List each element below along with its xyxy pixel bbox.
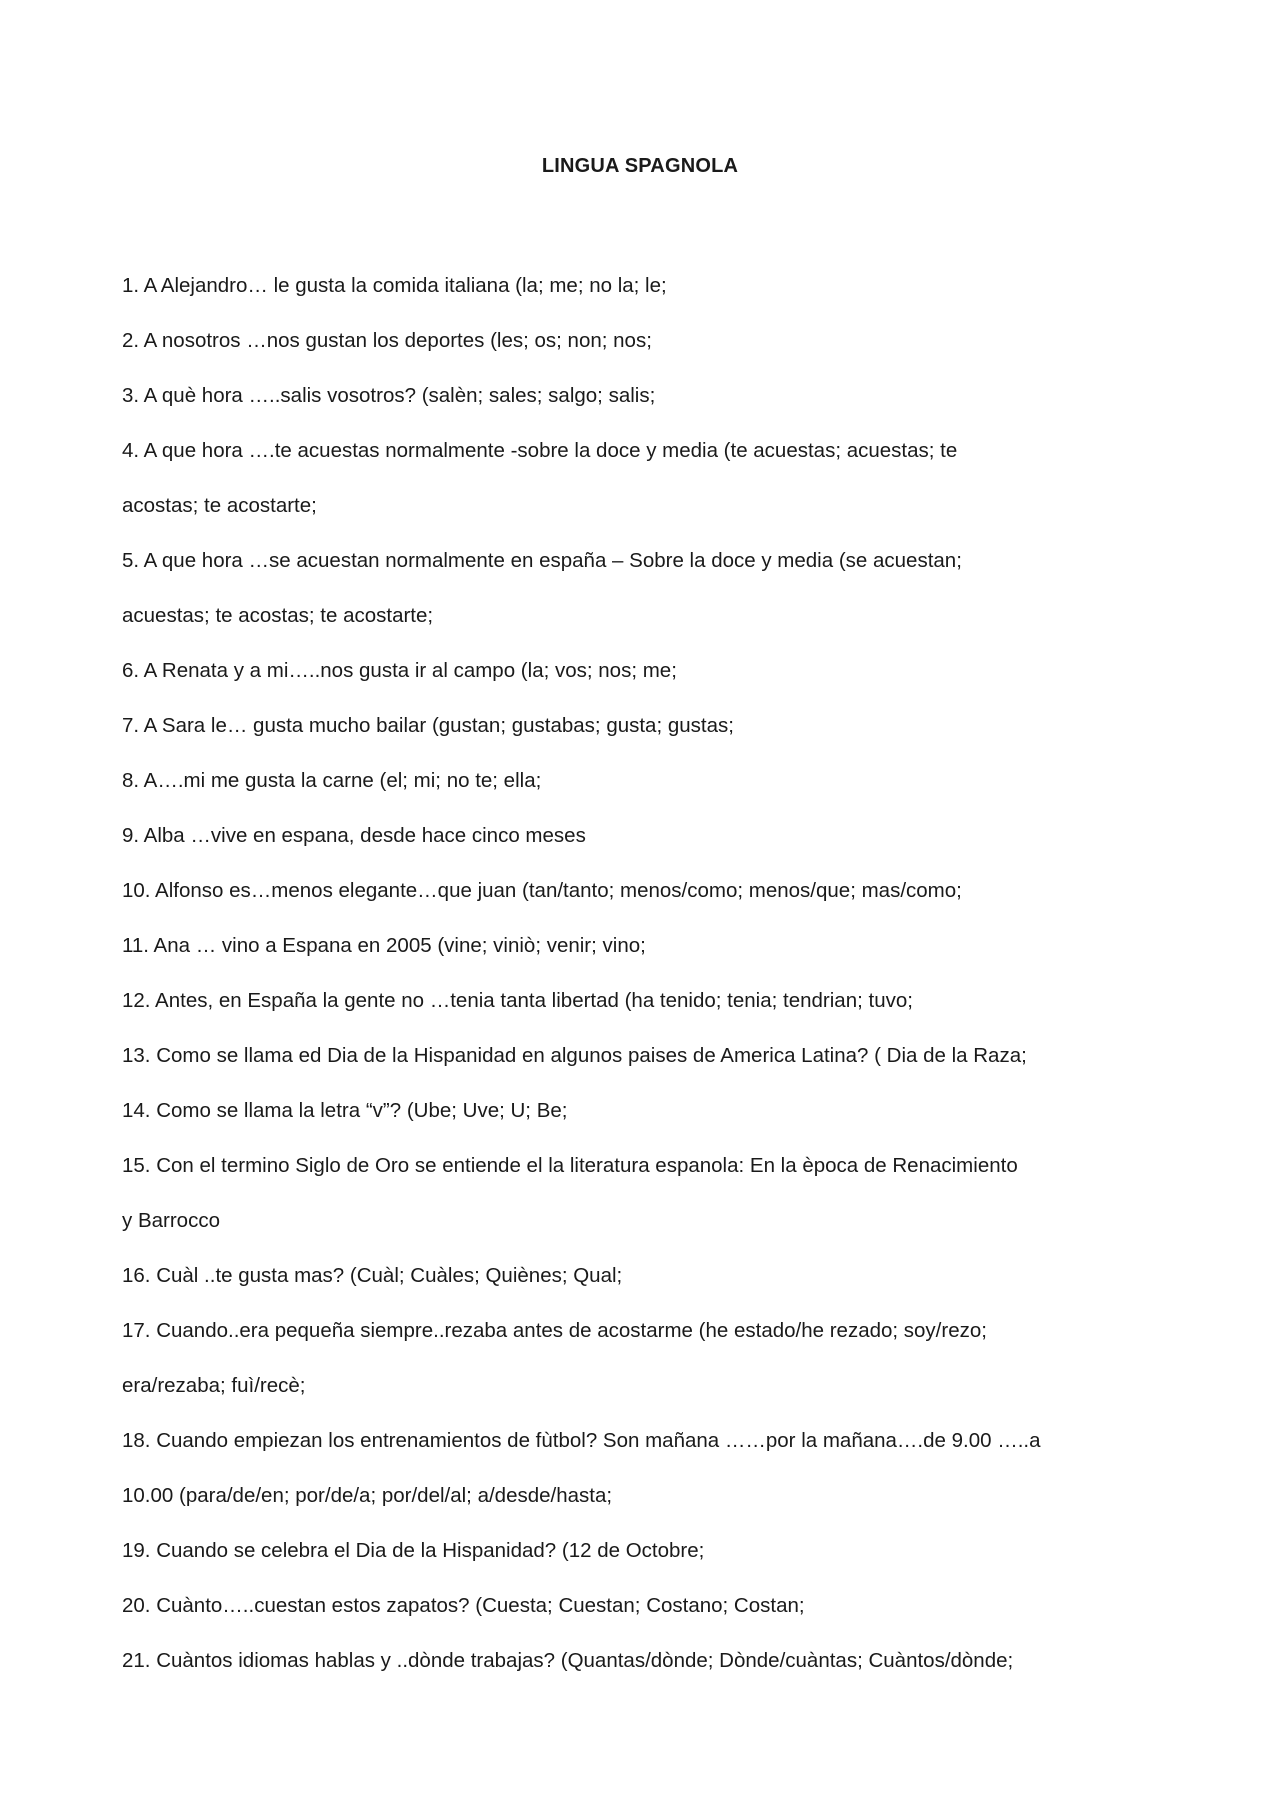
text-line: 7. A Sara le… gusta mucho bailar (gustan; gustabas; gusta; gustas; — [122, 714, 734, 737]
text-line: 3. A què hora …..salis vosotros? (salèn; sales; salgo; salis; — [122, 384, 656, 407]
text-line: 5. A que hora …se acuestan normalmente en españa – Sobre la doce y media (se acuestan; — [122, 549, 962, 572]
text-line: 17. Cuando..era pequeña siempre..rezaba antes de acostarme (he estado/he rezado; soy/rezo; — [122, 1319, 987, 1342]
document-body — [122, 258, 1082, 1688]
text-line: 12. Antes, en España la gente no …tenia tanta libertad (ha tenido; tenia; tendrian; tuvo; — [122, 989, 913, 1012]
text-line: 9. Alba …vive en espana, desde hace cinco meses — [122, 824, 586, 847]
text-line: 18. Cuando empiezan los entrenamientos de fùtbol? Son mañana ……por la mañana….de 9.00 …..a — [122, 1429, 1041, 1452]
text-line: 10.00 (para/de/en; por/de/a; por/del/al; a/desde/hasta; — [122, 1484, 613, 1507]
text-line: era/rezaba; fuì/recè; — [122, 1374, 306, 1397]
text-line: 2. A nosotros …nos gustan los deportes (les; os; non; nos; — [122, 329, 652, 352]
text-line: 8. A….mi me gusta la carne (el; mi; no te; ella; — [122, 769, 542, 792]
text-line: 13. Como se llama ed Dia de la Hispanidad en algunos paises de America Latina? ( Dia de la Raza; — [122, 1044, 1027, 1067]
text-line: 6. A Renata y a mi…..nos gusta ir al campo (la; vos; nos; me; — [122, 659, 677, 682]
text-line: 19. Cuando se celebra el Dia de la Hispanidad? (12 de Octobre; — [122, 1539, 705, 1562]
text-line: 15. Con el termino Siglo de Oro se entiende el la literatura espanola: En la època de Renacimiento — [122, 1154, 1018, 1177]
text-line: 14. Como se llama la letra “v”? (Ube; Uve; U; Be; — [122, 1099, 568, 1122]
text-line: acuestas; te acostas; te acostarte; — [122, 604, 434, 627]
text-line: acostas; te acostarte; — [122, 494, 317, 517]
text-line: 16. Cuàl ..te gusta mas? (Cuàl; Cuàles; Quiènes; Qual; — [122, 1264, 623, 1287]
text-line: 20. Cuànto…..cuestan estos zapatos? (Cuesta; Cuestan; Costano; Costan; — [122, 1594, 805, 1617]
text-line: 10. Alfonso es…menos elegante…que juan (tan/tanto; menos/como; menos/que; mas/como; — [122, 879, 962, 902]
text-line: 4. A que hora ….te acuestas normalmente -sobre la doce y media (te acuestas; acuestas; te — [122, 439, 958, 462]
text-line: y Barrocco — [122, 1209, 220, 1232]
text-line: 21. Cuàntos idiomas hablas y ..dònde trabajas? (Quantas/dònde; Dònde/cuàntas; Cuàntos/dònde; — [122, 1649, 1014, 1672]
page-title: LINGUA SPAGNOLA — [541, 155, 739, 177]
text-line: 11. Ana … vino a Espana en 2005 (vine; viniò; venir; vino; — [122, 934, 646, 957]
text-line: 1. A Alejandro… le gusta la comida italiana (la; me; no la; le; — [122, 274, 667, 297]
